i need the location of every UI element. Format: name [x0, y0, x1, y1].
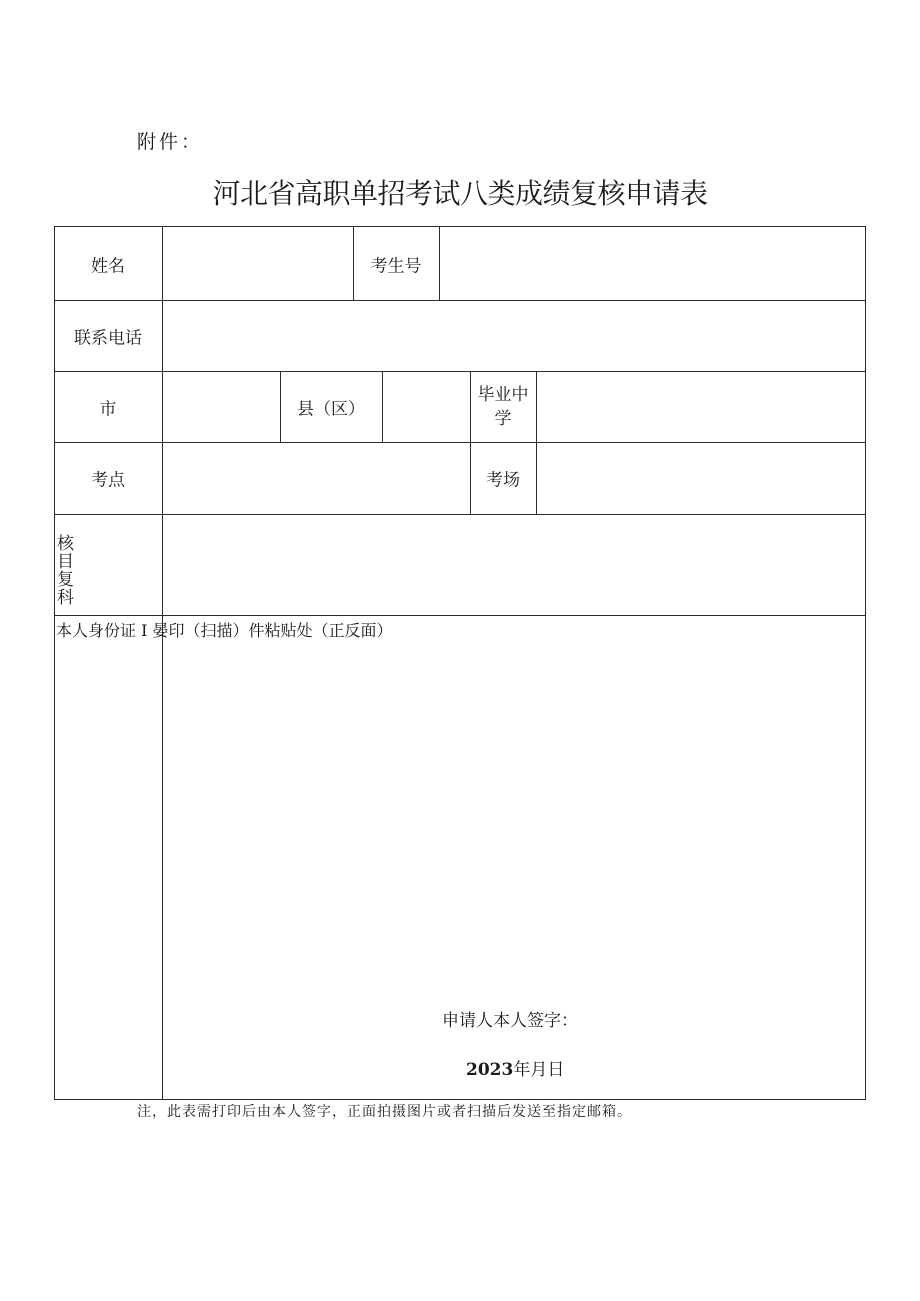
footer-note: 注，此表需打印后由本人签字，正面拍摄图片或者扫描后发送至指定邮箱。: [137, 1104, 632, 1120]
exam-number-label: 考生号: [370, 256, 422, 277]
exam-room-input[interactable]: [537, 443, 865, 514]
column-border: [353, 226, 354, 300]
form-title: 河北省高职单招考试八类成绩复核申请表: [212, 177, 708, 210]
exam-site-label: 考点: [91, 470, 125, 491]
school-input[interactable]: [537, 372, 865, 442]
name-label: 姓名: [91, 256, 125, 277]
exam-room-label: 考场: [486, 470, 520, 491]
id-card-paste-area[interactable]: [163, 646, 865, 1006]
column-border: [865, 226, 866, 1100]
date-line: [466, 1055, 564, 1080]
city-label: 市: [99, 399, 117, 420]
review-subject-input[interactable]: [163, 515, 865, 615]
exam-site-input[interactable]: [163, 443, 470, 514]
county-label: 县（区）: [297, 399, 365, 420]
review-subject-label: 核目复科: [57, 534, 74, 608]
date-suffix: 年月日: [513, 1060, 565, 1080]
row-border: [54, 1099, 866, 1100]
phone-label: 联系电话: [74, 328, 142, 349]
signature-label: 申请人本人签字：: [442, 1011, 578, 1031]
review-application-form: [54, 226, 866, 1100]
attachment-label: 附件：: [137, 131, 204, 153]
date-year: 2023: [466, 1060, 514, 1080]
city-input[interactable]: [163, 372, 280, 442]
column-border: [470, 371, 471, 514]
county-input[interactable]: [383, 372, 470, 442]
phone-input[interactable]: [163, 301, 865, 371]
column-border: [280, 371, 281, 442]
row-border: [54, 615, 866, 616]
column-border: [54, 226, 55, 1100]
school-label: 毕业中学: [477, 385, 529, 429]
name-input[interactable]: [163, 227, 353, 300]
id-card-paste-label: 本人身份证 I 晏印（扫描）件粘贴处（正反面）: [56, 621, 393, 640]
exam-number-input[interactable]: [440, 227, 865, 300]
